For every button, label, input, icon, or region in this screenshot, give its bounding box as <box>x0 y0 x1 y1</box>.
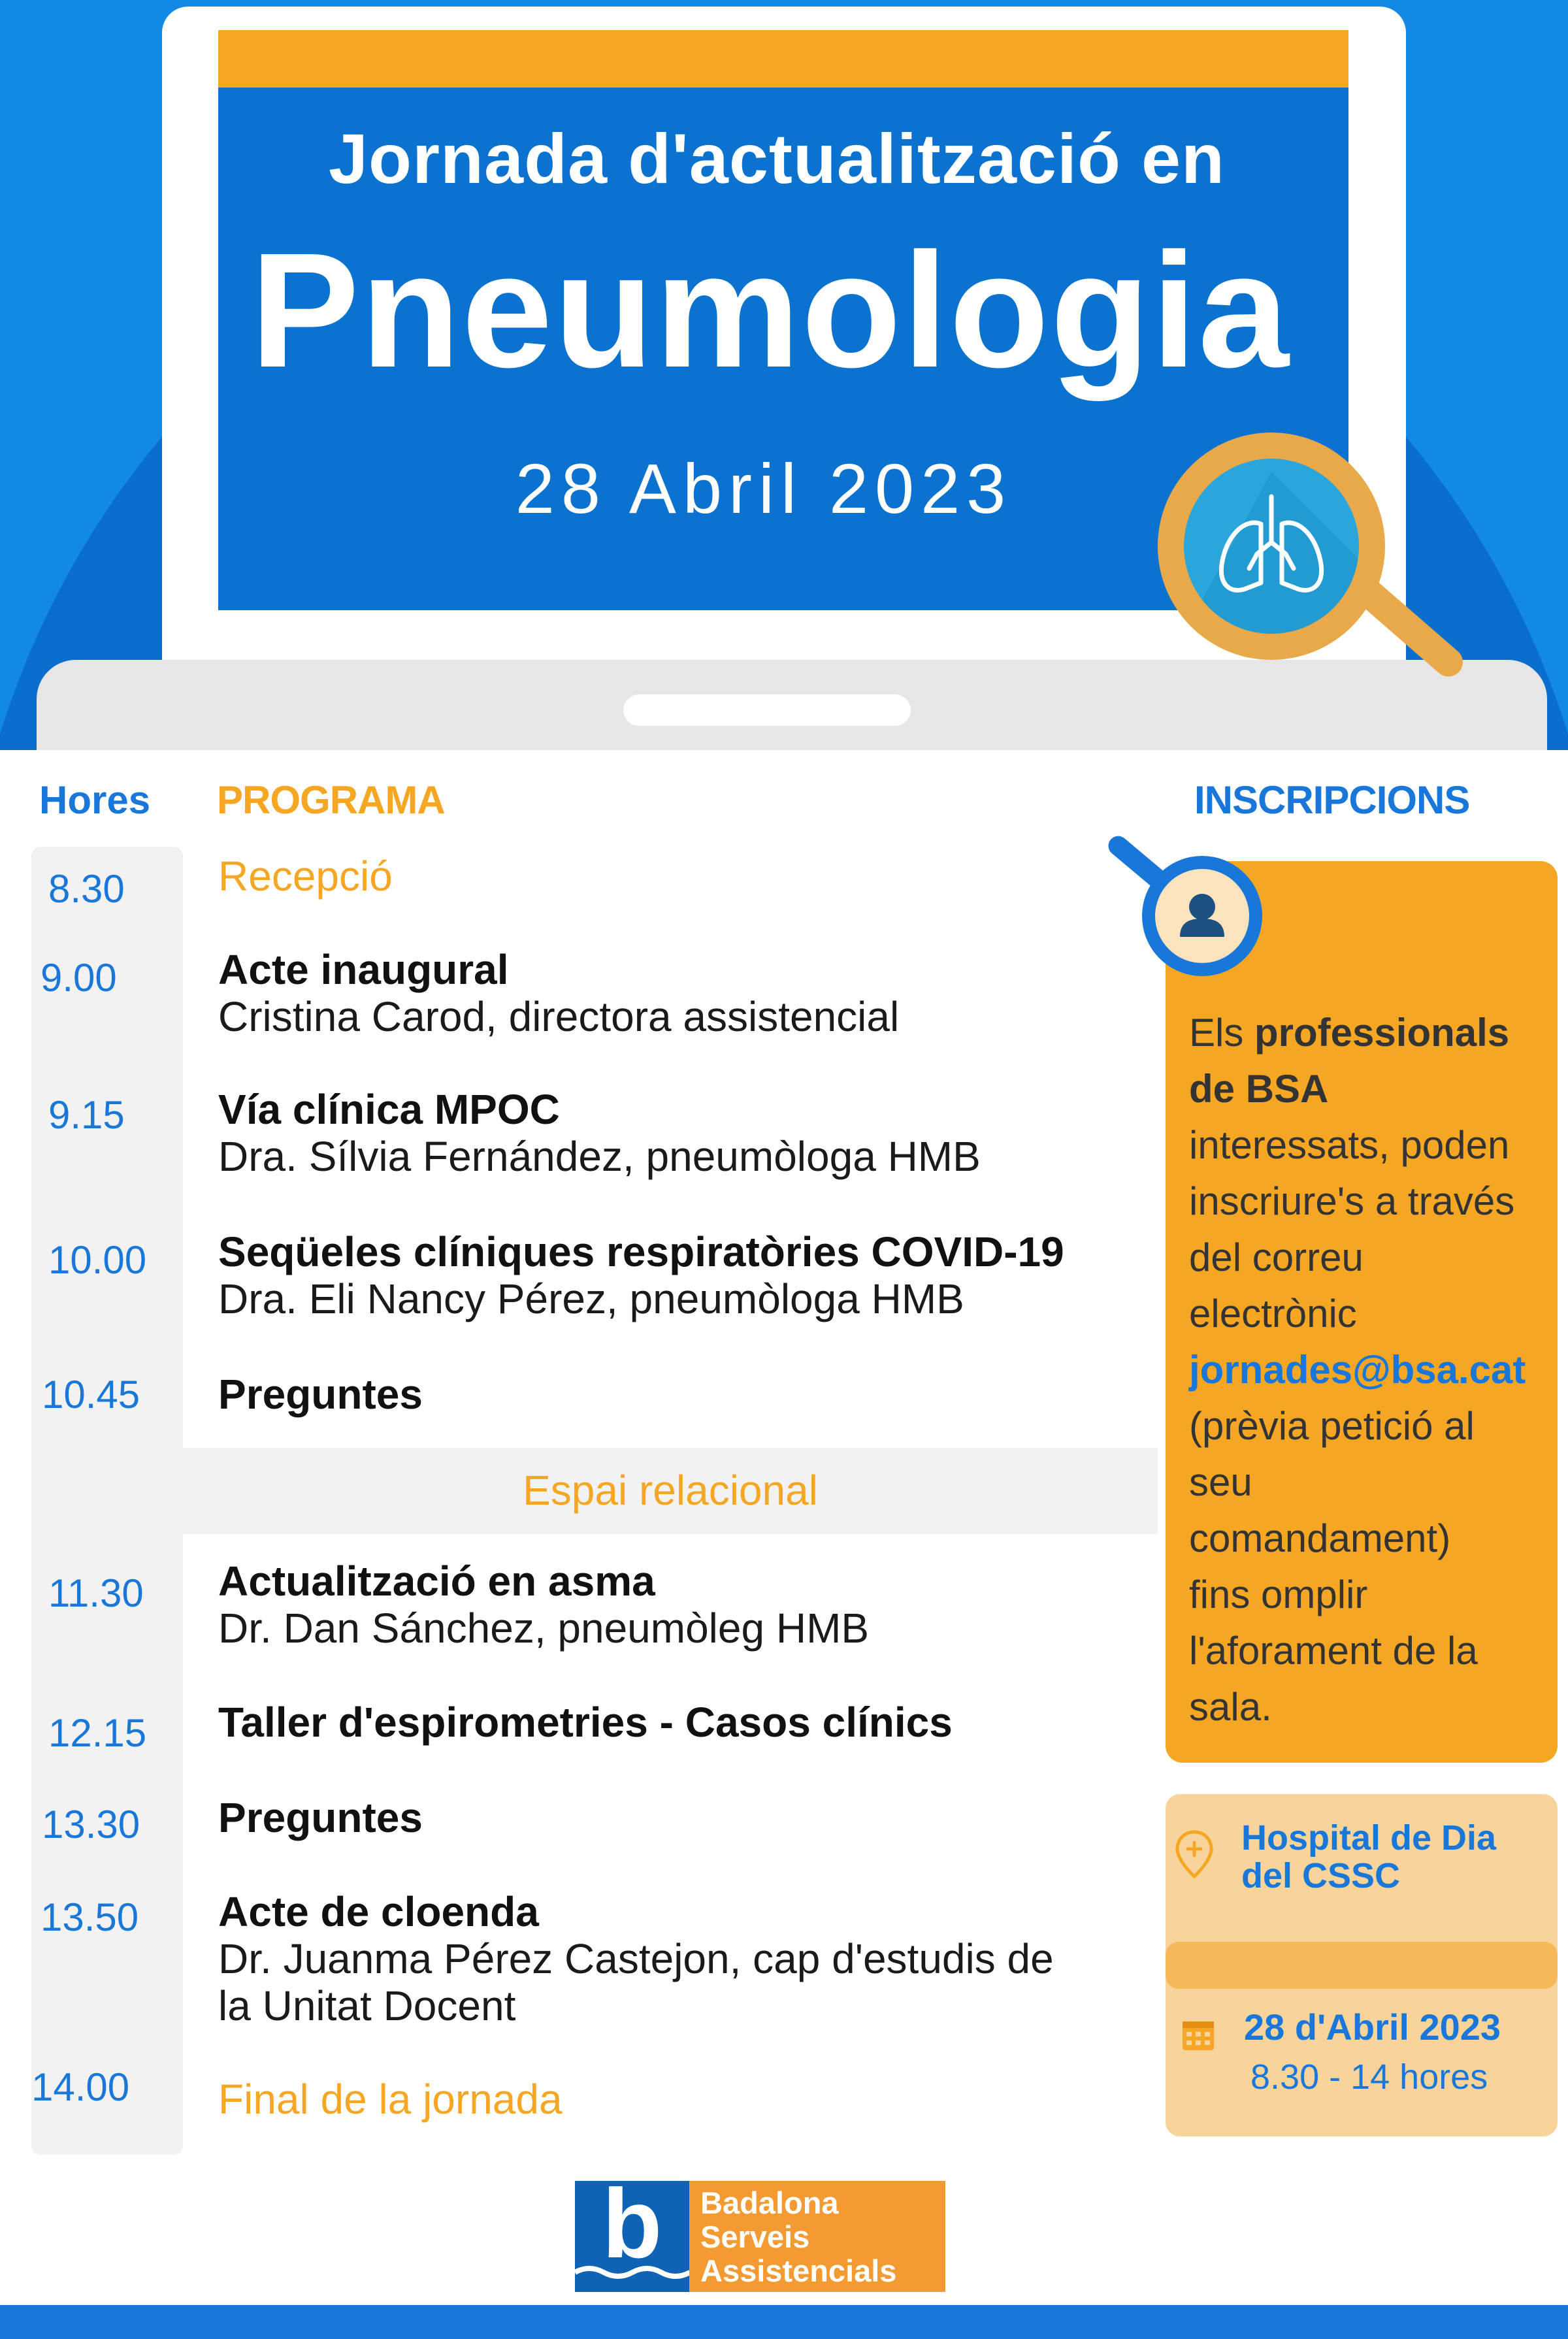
inscr-line-5: del correu <box>1189 1235 1364 1279</box>
logo-wordmark <box>700 2186 896 2288</box>
laptop-notch <box>623 695 911 726</box>
inscr-line-4: inscriure's a través <box>1189 1179 1515 1223</box>
user-icon <box>1155 869 1249 963</box>
time-1130: 11.30 <box>48 1571 144 1615</box>
info-date: 28 d'Abril 2023 <box>1244 2006 1501 2048</box>
inscr-line-1a: Els <box>1189 1011 1255 1055</box>
info-divider <box>1166 1942 1558 1989</box>
item-via-clinica-speaker: Dra. Sílvia Fernández, pneumòloga HMB <box>218 1133 981 1180</box>
location-pin-icon <box>1175 1829 1214 1882</box>
item-asma: Actualització en asma <box>218 1558 655 1605</box>
page-title: Pneumologia <box>250 219 1290 401</box>
time-1215: 12.15 <box>48 1711 147 1755</box>
time-0915: 9.15 <box>48 1093 125 1137</box>
item-espai-relacional: Espai relacional <box>523 1467 818 1514</box>
column-heading-programa: PROGRAMA <box>217 778 445 822</box>
time-column <box>31 847 183 2155</box>
calendar-icon <box>1180 2016 1217 2056</box>
info-hours: 8.30 - 14 hores <box>1250 2057 1488 2097</box>
item-recepcio: Recepció <box>218 853 393 900</box>
time-1400: 14.00 <box>31 2065 130 2109</box>
item-cloenda-speaker: Dr. Juanma Pérez Castejon, cap d'estudis de <box>218 1935 1054 1982</box>
item-final: Final de la jornada <box>218 2076 563 2123</box>
column-heading-hores: Hores <box>39 778 151 822</box>
time-1330: 13.30 <box>42 1803 140 1846</box>
inscriptions-text <box>1189 1005 1555 1735</box>
item-asma-speaker: Dr. Dan Sánchez, pneumòleg HMB <box>218 1605 870 1652</box>
logo-line-2: Serveis <box>700 2219 810 2254</box>
bottom-bar <box>0 2305 1568 2339</box>
time-0830: 8.30 <box>48 867 125 911</box>
item-cloenda-speaker-2: la Unitat Docent <box>218 1982 516 2029</box>
item-sequeles: Seqüeles clíniques respiratòries COVID-19 <box>218 1228 1064 1275</box>
logo-line-3: Assistencials <box>700 2253 897 2288</box>
time-1350: 13.50 <box>41 1895 139 1939</box>
logo-letter: b <box>602 2168 662 2278</box>
item-preguntes-2: Preguntes <box>218 1794 423 1841</box>
inscr-line-6: electrònic <box>1189 1292 1357 1335</box>
item-cloenda: Acte de cloenda <box>218 1888 539 1935</box>
time-1045: 10.45 <box>42 1373 140 1416</box>
item-preguntes-1: Preguntes <box>218 1371 423 1418</box>
inscr-line-10: fins omplir <box>1189 1573 1368 1616</box>
column-heading-inscripcions: INSCRIPCIONS <box>1194 778 1470 822</box>
item-acte-inaugural-speaker: Cristina Carod, directora assistencial <box>218 993 900 1040</box>
inscr-line-1b: professionals <box>1254 1011 1510 1055</box>
inscr-line-3: interessats, poden <box>1189 1123 1510 1167</box>
location-text <box>1241 1819 1548 1895</box>
monitor-orange-strip <box>218 30 1348 88</box>
time-1000: 10.00 <box>48 1238 147 1282</box>
time-0900: 9.00 <box>41 956 117 1000</box>
item-acte-inaugural: Acte inaugural <box>218 946 509 993</box>
inscr-line-9: comandament) <box>1189 1516 1451 1560</box>
lungs-icon <box>1184 459 1359 634</box>
item-via-clinica: Vía clínica MPOC <box>218 1086 560 1133</box>
inscr-line-11: l'aforament de la <box>1189 1629 1478 1673</box>
email-link[interactable]: jornades@bsa.cat <box>1189 1348 1526 1392</box>
item-taller: Taller d'espirometries - Casos clínics <box>218 1699 953 1746</box>
inscr-line-12: sala. <box>1189 1685 1272 1729</box>
event-date: 28 Abril 2023 <box>515 449 1013 528</box>
location-line-2: del CSSC <box>1241 1856 1401 1895</box>
inscr-line-8: seu <box>1189 1460 1252 1504</box>
inscr-line-7: (prèvia petició al <box>1189 1404 1475 1448</box>
inscr-line-2: de BSA <box>1189 1067 1329 1111</box>
item-sequeles-speaker: Dra. Eli Nancy Pérez, pneumòloga HMB <box>218 1275 964 1322</box>
location-line-1: Hospital de Dia <box>1241 1818 1497 1857</box>
logo-line-1: Badalona <box>700 2185 839 2220</box>
title-top: Jornada d'actualització en <box>328 119 1226 198</box>
